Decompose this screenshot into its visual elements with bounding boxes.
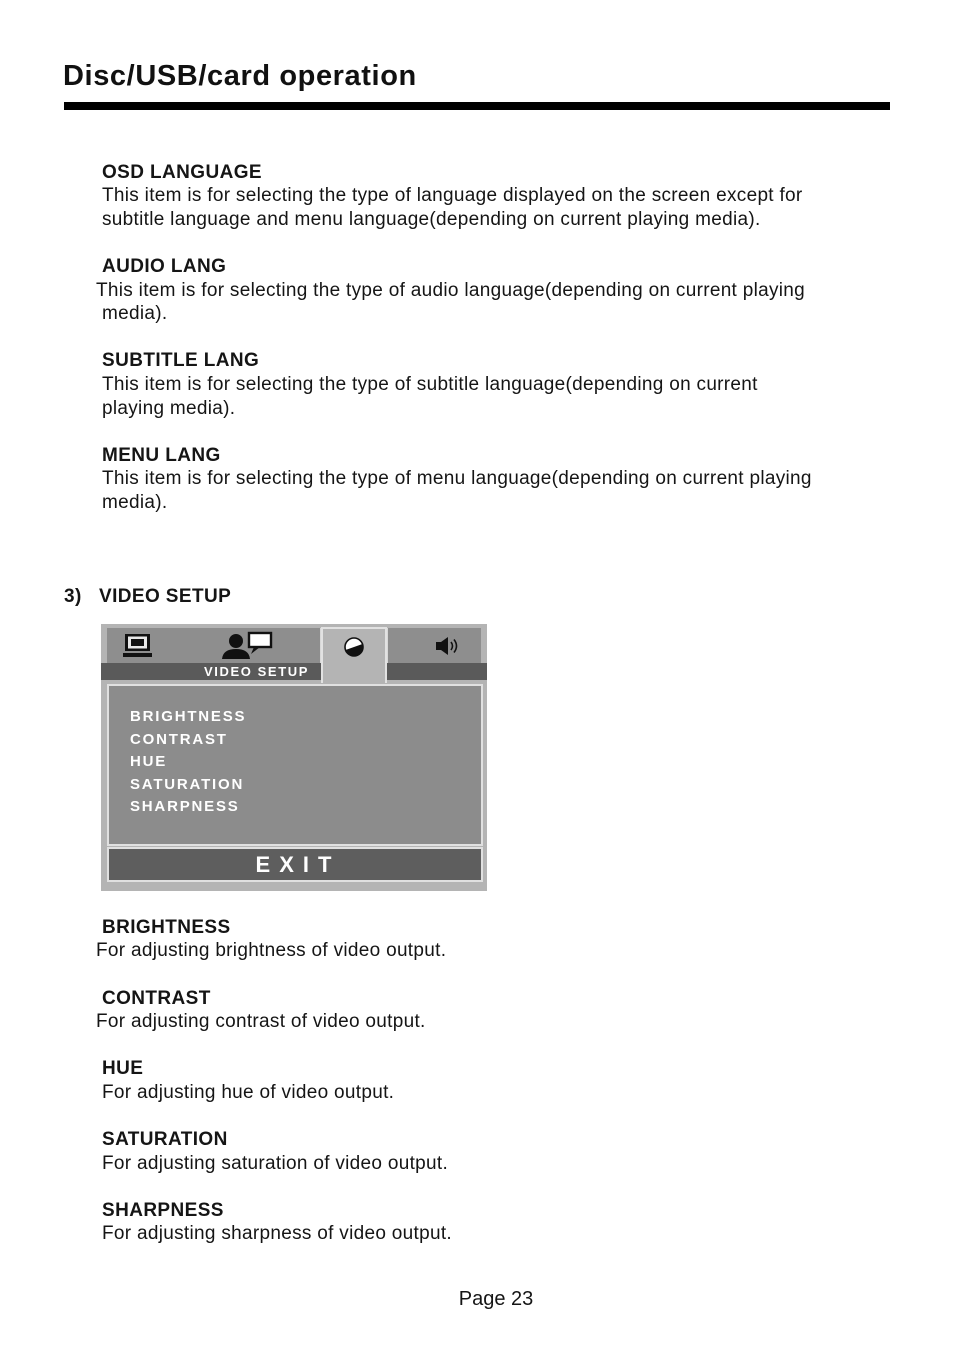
osd-language-line-2: subtitle language and menu language(depending on current playing media). <box>102 208 761 230</box>
audio-lang-heading: AUDIO LANG <box>102 256 227 277</box>
speaker-icon[interactable] <box>434 635 462 657</box>
osd-item-list <box>130 706 246 819</box>
audio-lang-line-2: media). <box>102 303 168 324</box>
osd-item-contrast[interactable]: CONTRAST <box>130 730 228 748</box>
tab-label-bar <box>387 663 487 680</box>
osd-item-saturation[interactable]: SATURATION <box>130 775 245 793</box>
osd-language-heading: OSD LANGUAGE <box>102 162 262 183</box>
menu-lang-line-2: media). <box>102 491 168 513</box>
audio-lang-line-1: This item is for selecting the type of audio language(depending on current playing <box>96 280 806 301</box>
contrast-text: For adjusting contrast of video output. <box>96 1011 426 1032</box>
osd-tab-row <box>107 628 481 667</box>
brightness-text: For adjusting brightness of video output. <box>96 940 447 961</box>
video-setup-section-label <box>64 586 231 608</box>
page-title: Disc/USB/card operation <box>63 60 417 92</box>
contrast-heading: CONTRAST <box>102 988 211 1009</box>
brightness-heading: BRIGHTNESS <box>102 917 231 938</box>
hue-heading: HUE <box>102 1058 144 1079</box>
page-number: Page 23 <box>458 1288 534 1310</box>
sharpness-text: For adjusting sharpness of video output. <box>102 1223 452 1244</box>
subtitle-lang-line-1: This item is for selecting the type of subtitle language(depending on current <box>102 374 758 395</box>
osd-item-hue[interactable]: HUE <box>130 753 168 770</box>
menu-lang-line-1: This item is for selecting the type of menu language(depending on current playing <box>102 468 812 489</box>
sharpness-heading: SHARPNESS <box>102 1200 224 1221</box>
section-number: 3) <box>64 586 82 607</box>
section-title: VIDEO SETUP <box>99 586 232 607</box>
person-speech-icon[interactable] <box>221 631 275 661</box>
menu-lang-heading: MENU LANG <box>102 445 221 466</box>
saturation-text: For adjusting saturation of video output. <box>102 1153 449 1174</box>
video-setup-osd-menu <box>101 624 487 891</box>
saturation-heading: SATURATION <box>102 1129 228 1150</box>
subtitle-lang-line-2: playing media). <box>102 397 236 419</box>
osd-language-line-1: This item is for selecting the type of language displayed on the screen except for <box>102 185 803 206</box>
active-tab-caption: VIDEO SETUP <box>204 664 310 679</box>
osd-item-sharpness[interactable]: SHARPNESS <box>130 798 240 815</box>
exit-button[interactable]: EXIT <box>107 847 483 882</box>
osd-item-brightness[interactable]: BRIGHTNESS <box>130 708 247 725</box>
half-circle-icon[interactable] <box>343 636 365 658</box>
title-divider <box>64 102 890 110</box>
hue-text: For adjusting hue of video output. <box>102 1082 395 1103</box>
subtitle-lang-heading: SUBTITLE LANG <box>102 350 260 371</box>
monitor-icon[interactable] <box>123 633 153 659</box>
